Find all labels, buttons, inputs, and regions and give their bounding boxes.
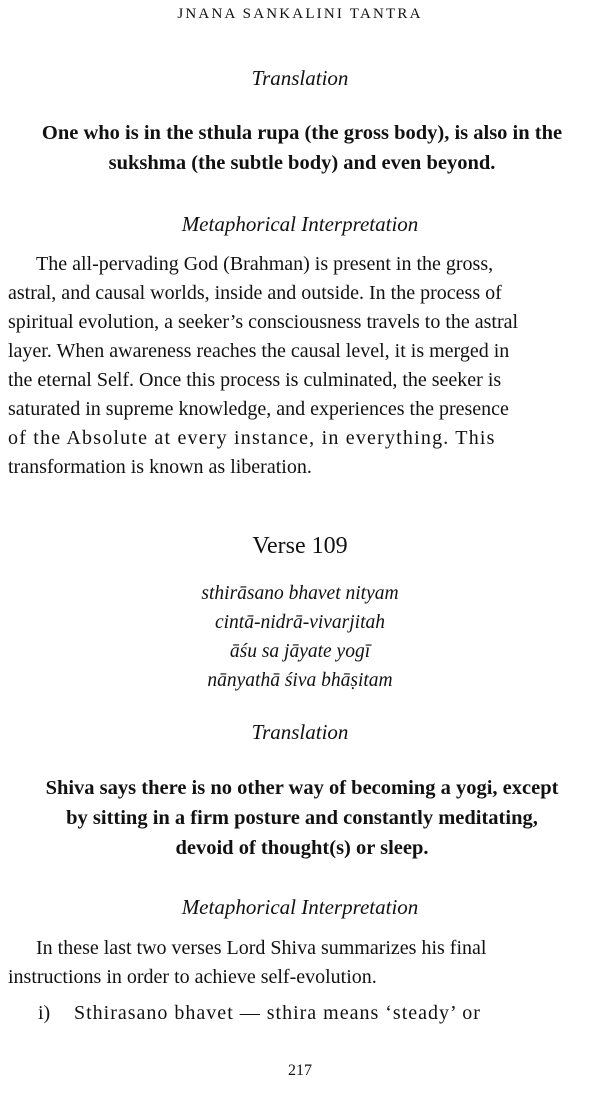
- paragraph-line: of the Absolute at every instance, in everything. This: [8, 427, 496, 449]
- translation-line: Shiva says there is no other way of becoming a yogi, except: [45, 777, 559, 799]
- interpretation-paragraph: [8, 250, 596, 482]
- translation-text: [14, 773, 590, 863]
- verse-title: Verse 109: [252, 533, 348, 559]
- list-item-text: Sthirasano bhavet — sthira means ‘steady’ or: [74, 1002, 481, 1024]
- translation-line: by sitting in a firm posture and constantly meditating,: [66, 807, 538, 829]
- interpretation-paragraph: [8, 934, 596, 992]
- verse-line: āśu sa jāyate yogī: [229, 641, 371, 662]
- paragraph-line: saturated in supreme knowledge, and experiences the presence: [8, 398, 509, 420]
- list-item: [38, 999, 594, 1028]
- list-marker: i): [38, 1002, 51, 1024]
- interpretation-heading: Metaphorical Interpretation: [181, 895, 419, 919]
- translation-heading: Translation: [251, 720, 349, 744]
- translation-line: One who is in the sthula rupa (the gross body), is also in the: [41, 122, 563, 144]
- translation-heading: Translation: [251, 66, 349, 90]
- paragraph-line: the eternal Self. Once this process is culminated, the seeker is: [8, 369, 502, 391]
- translation-text: [14, 118, 590, 178]
- paragraph-line: spiritual evolution, a seeker’s consciousness travels to the astral: [8, 311, 519, 333]
- verse-line: cintā-nidrā-vivarjitah: [214, 612, 386, 633]
- paragraph-line: transformation is known as liberation.: [8, 456, 312, 478]
- translation-line: devoid of thought(s) or sleep.: [175, 837, 429, 859]
- translation-line: sukshma (the subtle body) and even beyond.: [108, 152, 496, 174]
- verse-text: [0, 579, 600, 695]
- paragraph-line: The all-pervading God (Brahman) is present in the gross,: [36, 253, 494, 275]
- paragraph-line: In these last two verses Lord Shiva summarizes his final: [36, 937, 487, 959]
- interpretation-heading: Metaphorical Interpretation: [181, 212, 419, 236]
- paragraph-line: instructions in order to achieve self-evolution.: [8, 966, 377, 988]
- running-head: JNANA SANKALINI TANTRA: [177, 6, 423, 22]
- page-number: 217: [288, 1062, 312, 1079]
- verse-line: sthirāsano bhavet nityam: [201, 583, 399, 604]
- verse-line: nānyathā śiva bhāṣitam: [207, 670, 393, 691]
- paragraph-line: layer. When awareness reaches the causal level, it is merged in: [8, 340, 510, 362]
- paragraph-line: astral, and causal worlds, inside and outside. In the process of: [8, 282, 502, 304]
